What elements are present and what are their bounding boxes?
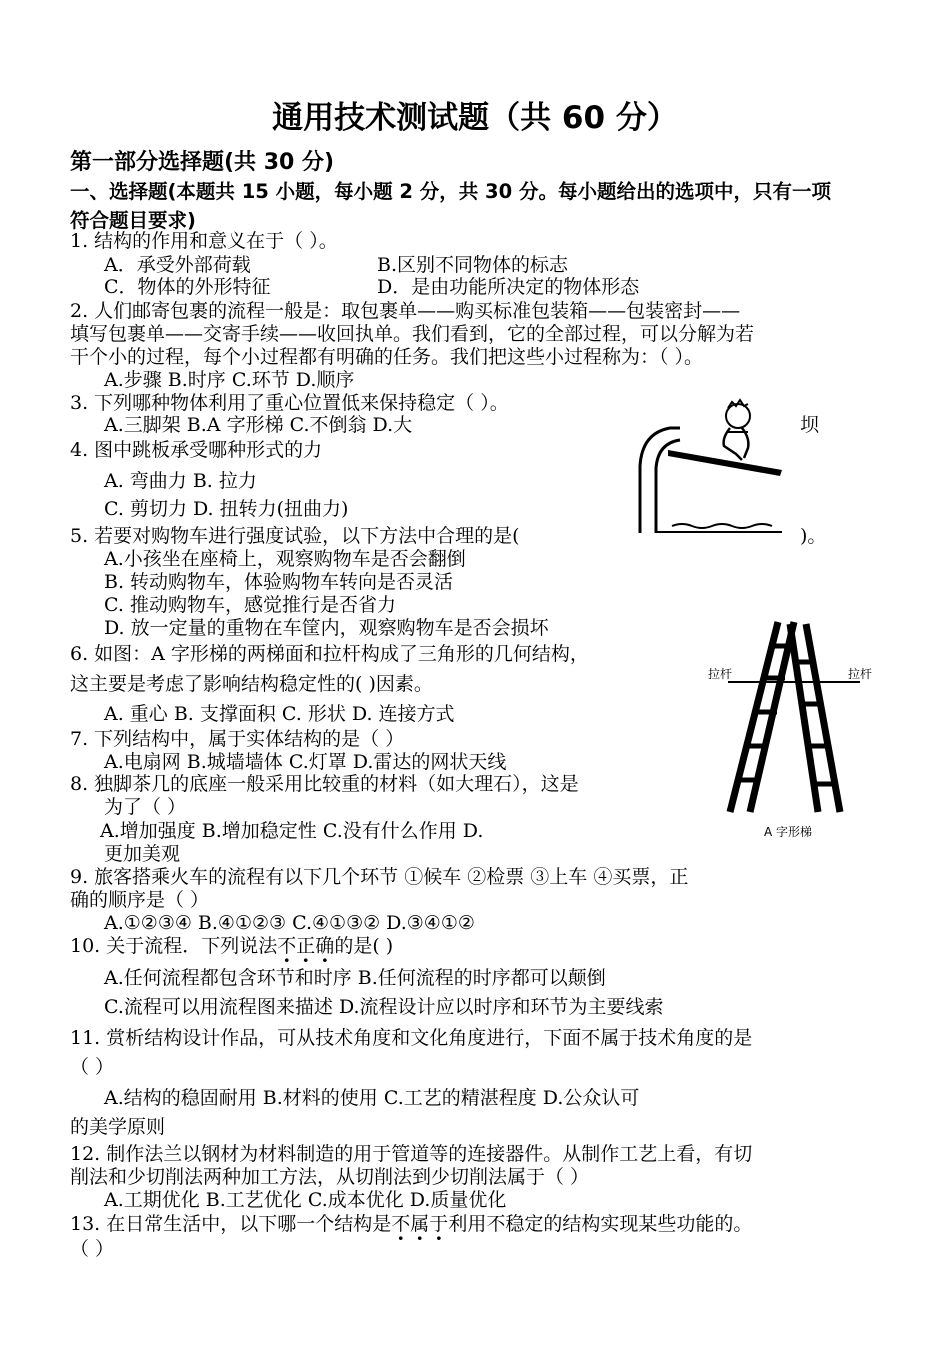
q10-emphasis-char: 确 <box>315 935 335 957</box>
q5-option-d: D. 放一定量的重物在车筐内，观察购物车是否会损坏 <box>104 617 549 639</box>
q1-option-b: B.区别不同物体的标志 <box>377 254 569 276</box>
ladder-left-label: 拉杆 <box>708 667 733 681</box>
diving-board-figure <box>632 388 790 536</box>
q11-line2: （ ） <box>70 1056 115 1078</box>
q2-line1: 2. 人们邮寄包裹的流程一般是：取包裹单——购买标准包装箱——包装密封—— <box>70 300 741 322</box>
q10-options-2: C.流程可以用流程图来描述 D.流程设计应以时序和环节为主要线索 <box>104 996 664 1018</box>
ladder-right-label: 拉杆 <box>848 667 873 681</box>
q8-options: A.增加强度 B.增加稳定性 C.没有什么作用 D. <box>100 820 484 842</box>
q10-emphasis-char: 正 <box>296 935 316 957</box>
q3-stem: 3. 下列哪种物体利用了重心位置低来保持稳定（ ）。 <box>70 392 509 414</box>
q4-stem: 4. 图中跳板承受哪种形式的力 <box>70 439 323 461</box>
q1-option-a: A．承受外部荷载 <box>104 254 251 276</box>
q13-stem-post: 利用不稳定的结构实现某些功能的。 <box>448 1213 753 1235</box>
q10-stem-pre: 10. 关于流程．下列说法 <box>70 935 278 957</box>
q1-stem: 1. 结构的作用和意义在于（ ）。 <box>70 230 338 252</box>
q12-options: A.工期优化 B.工艺优化 C.成本优化 D.质量优化 <box>104 1189 507 1211</box>
q13-answer-blank: （ ） <box>70 1238 115 1260</box>
q9-line2: 确的顺序是（ ） <box>70 889 210 911</box>
q12-line2: 削法和少切削法两种加工方法，从切削法到少切削法属于（ ） <box>70 1166 590 1188</box>
q4-options-1: A. 弯曲力 B. 拉力 <box>104 470 257 492</box>
q11-option-d-text: 的美学原则 <box>70 1116 166 1138</box>
q5-stem: 5. 若要对购物车进行强度试验，以下方法中合理的是( <box>70 525 520 547</box>
q8-option-d-text: 更加美观 <box>104 843 181 865</box>
q6-options: A. 重心 B. 支撑面积 C. 形状 D. 连接方式 <box>104 703 455 725</box>
q4-options-2: C. 剪切力 D. 扭转力(扭曲力) <box>104 498 349 520</box>
a-frame-ladder-figure <box>708 612 888 844</box>
page-title: 通用技术测试题（共 60 分） <box>272 100 678 136</box>
q7-options: A.电扇网 B.城墙墙体 C.灯罩 D.雷达的网状天线 <box>104 751 507 773</box>
q2-options: A.步骤 B.时序 C.环节 D.顺序 <box>104 369 355 391</box>
q5-option-c: C. 推动购物车，感觉推行是否省力 <box>104 594 396 616</box>
section-instructions-line1: 一、选择题(本题共 15 小题，每小题 2 分，共 30 分。每小题给出的选项中，只有一项 <box>70 180 831 203</box>
q6-line2: 这主要是考虑了影响结构稳定性的( )因素。 <box>70 673 433 695</box>
q13-emphasis-char: 于 <box>429 1213 449 1235</box>
q10-emphasis-char: 不 <box>277 935 297 957</box>
q3-option-tail: 坝 <box>800 414 820 436</box>
q9-line1: 9. 旅客搭乘火车的流程有以下几个环节 ①候车 ②检票 ③上车 ④买票，正 <box>70 866 689 888</box>
q5-option-a: A.小孩坐在座椅上，观察购物车是否会翻倒 <box>104 548 466 570</box>
part-heading: 第一部分选择题(共 30 分) <box>70 150 335 175</box>
ladder-caption: A 字形梯 <box>764 825 813 839</box>
q5-option-b: B. 转动购物车，体验购物车转向是否灵活 <box>104 571 454 593</box>
q1-option-c: C．物体的外形特征 <box>104 276 271 298</box>
q13-emphasis-char: 属 <box>410 1213 430 1235</box>
q2-line3: 干个小的过程，每个小过程都有明确的任务。我们把这些小过程称为：（ ）。 <box>70 346 704 368</box>
q2-line2: 填写包裹单——交寄手续——收回执单。我们看到，它的全部过程，可以分解为若 <box>70 323 755 345</box>
q10-stem-post: 的是( ) <box>334 935 394 957</box>
q7-stem: 7. 下列结构中，属于实体结构的是（ ） <box>70 728 405 750</box>
q13-stem <box>70 1213 752 1235</box>
q11-line1: 11. 赏析结构设计作品，可从技术角度和文化角度进行，下面不属于技术角度的是 <box>70 1027 753 1049</box>
q8-line1: 8. 独脚茶几的底座一般采用比较重的材料（如大理石），这是 <box>70 773 579 795</box>
q10-options-1: A.任何流程都包含环节和时序 B.任何流程的时序都可以颠倒 <box>104 967 606 989</box>
q12-line1: 12. 制作法兰以钢材为材料制造的用于管道等的连接器件。从制作工艺上看，有切 <box>70 1143 753 1165</box>
q3-options: A.三脚架 B.A 字形梯 C.不倒翁 D.大 <box>104 414 413 436</box>
q6-line1: 6. 如图：A 字形梯的两梯面和拉杆构成了三角形的几何结构， <box>70 643 589 665</box>
q5-stem-tail: )。 <box>800 525 827 547</box>
q13-stem-pre: 13. 在日常生活中，以下哪一个结构是 <box>70 1213 392 1235</box>
q11-options: A.结构的稳固耐用 B.材料的使用 C.工艺的精湛程度 D.公众认可 <box>104 1087 640 1109</box>
q13-emphasis-char: 不 <box>391 1213 411 1235</box>
q1-option-d: D．是由功能所决定的物体形态 <box>377 276 640 298</box>
q9-options: A.①②③④ B.④①②③ C.④①③② D.③④①② <box>104 912 475 934</box>
q10-stem <box>70 935 393 957</box>
section-instructions-line2: 符合题目要求) <box>70 209 196 232</box>
q8-line2: 为了（ ） <box>104 796 187 818</box>
